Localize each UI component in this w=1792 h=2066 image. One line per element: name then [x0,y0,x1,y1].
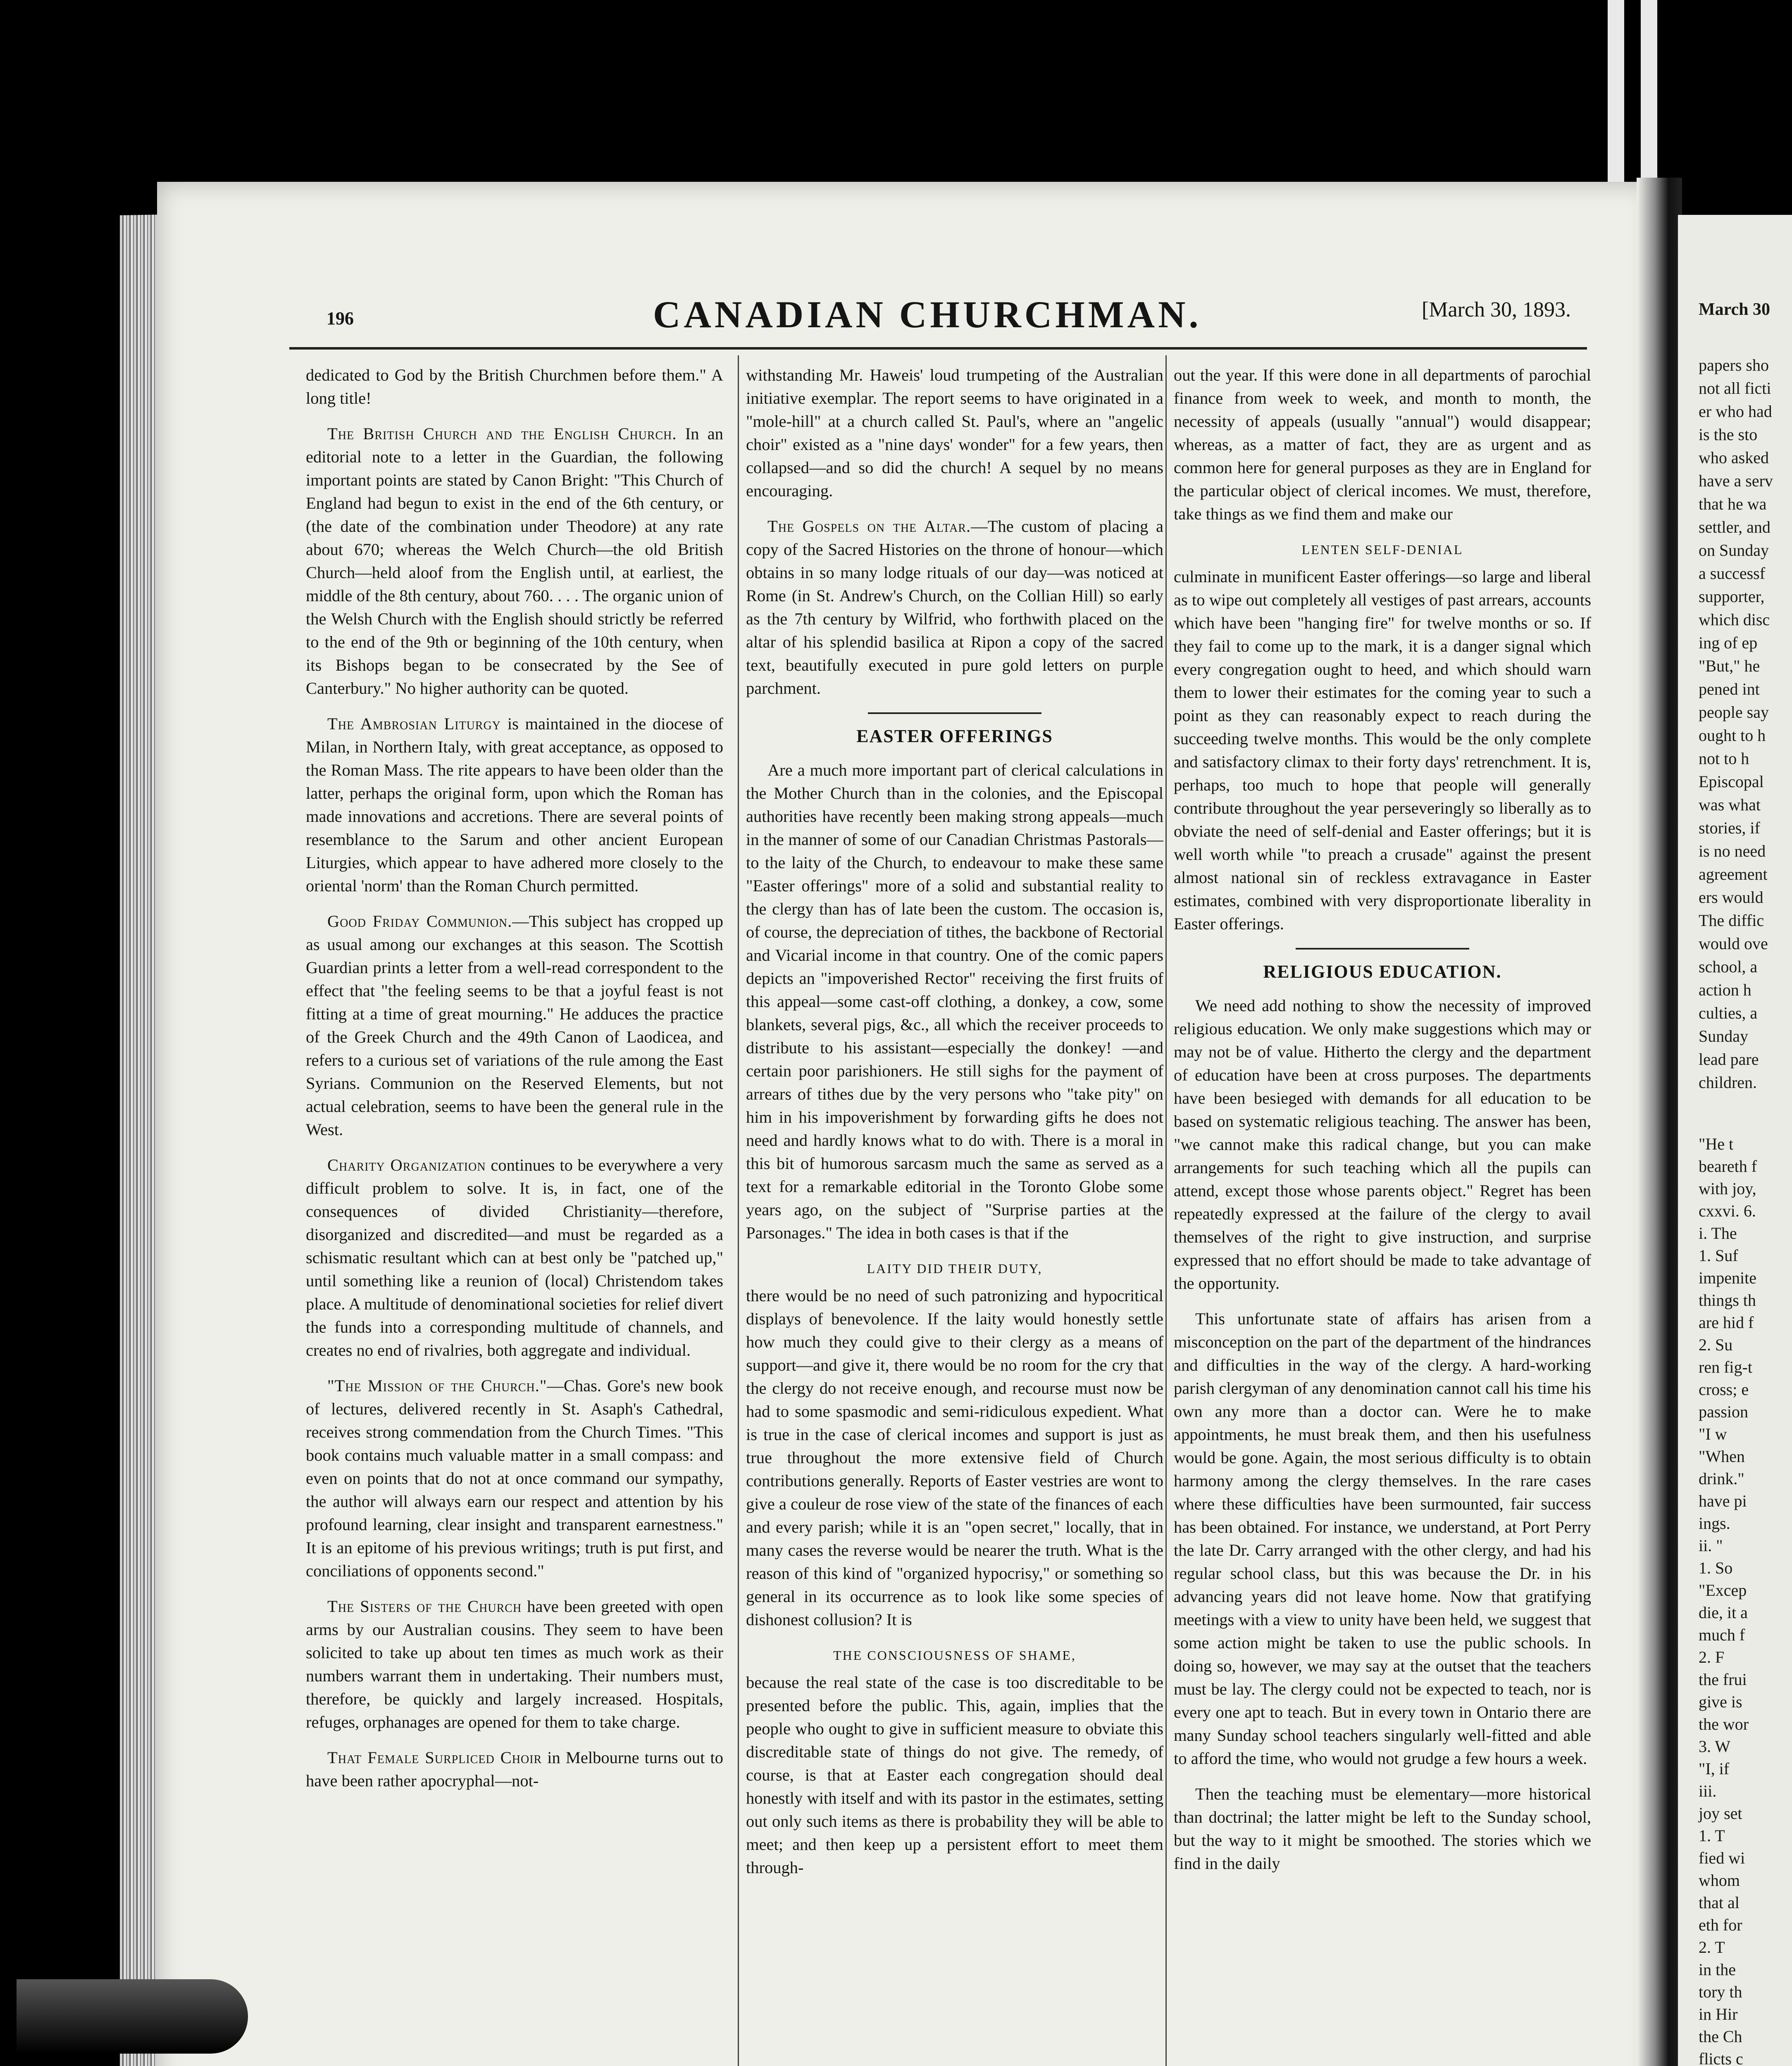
next-page-fragment: would ove [1699,934,1768,953]
section-heading: EASTER OFFERINGS [746,712,1163,748]
next-page-fragment: "He t [1699,1135,1734,1153]
next-page-fragment: pened int [1699,680,1760,698]
next-page-fragment: impenite [1699,1269,1756,1287]
next-page-fragment: drink." [1699,1469,1744,1488]
next-page-fragment: school, a [1699,957,1758,976]
paragraph: withstanding Mr. Haweis' loud trumpeting of the Australian initiative exemplar. The report seems to have originated in a "mole-hill" at a church called St. Paul's, where an "angelic choir" existed as a "nine days' wonder" for a few years, then collapsed—and so did the church! A sequel by no means encouraging. [746,366,1163,500]
next-page-fragment: have pi [1699,1492,1747,1510]
next-page-fragment: in Hir [1699,2005,1738,2023]
next-page-fragment: "When [1699,1447,1745,1466]
paragraph: We need add nothing to show the necessity of improved religious education. We only make suggestions which may or may not be of value. Hitherto the clergy and the department of education have been at cross purposes. The departments have been besieged with demands for all education to be based on systematic religious teaching. The answer has been, "we cannot make this radical change, but you can make arrangements for such teaching which all the pupils can attend, except those whose parents object." Regret has been repeatedly expressed at the failure of the clergy to avail themselves of the right to give instruction, and surprise expressed that no effort should be made to take advantage of the opportunity. [1174,996,1591,1292]
paragraph-lead: That Female Surpliced Choir [327,1748,542,1767]
paragraph: "The Mission of the Church."—Chas. Gore's new book of lectures, delivered recently in St. Asaph's Cathedral, receives strong commendation from the Church Times. "This book contains much valuable matter in a small compass: and even on points that do not at once command our sympathy, the author will always earn our respect and attention by his profound learning, clear insight and transparent earnestness." It is an epitome of his previous writings; truth is put first, and conciliations of opponents second." [306,1376,723,1580]
paragraph: Then the teaching must be elementary—more historical than doctrinal; the latter might be left to the Sunday school, but the way to it might be smoothed. The stories which we find in the daily [1174,1785,1591,1873]
next-page-fragment: people say [1699,703,1769,721]
next-page-fragment: "I, if [1699,1759,1730,1778]
next-page-fragment: culties, a [1699,1004,1758,1022]
next-page-fragment: Sunday [1699,1027,1748,1045]
next-page-fragment: 3. W [1699,1737,1731,1756]
next-page-fragment: ren fig-t [1699,1358,1752,1376]
paragraph: there would be no need of such patronizing and hypocritical displays of benevolence. If the laity would honestly settle how much they could give to their clergy as a means of support—and give it, there would be no room for the cry that the clergy do not receive enough, and recourse must now be had to some spasmodic and semi-ridiculous expedient. What is true in the case of clerical incomes and support is just as true throughout the more extensive field of Church contributions generally. Reports of Easter vestries are wont to give a couleur de rose view of the state of the finances of each and every parish; while it is an "open secret," locally, that in many cases the reverse would be nearer the truth. What is the reason of this kind of "organized hypocrisy," or something so general in its occurrence as to look like some species of dishonest collusion? It is [746,1286,1163,1629]
next-page-fragment: 1. Suf [1699,1246,1738,1265]
column-rule [738,355,739,2066]
paragraph: The Ambrosian Liturgy is maintained in the diocese of Milan, in Northern Italy, with great acceptance, as opposed to the Roman Mass. The rite appears to have been older than the latter, perhaps the original form, upon which the Roman has made innovations and accretions. There are several points of resemblance to the Sarum and other ancient European Liturgies, which appear to have adhered more closely to the oriental 'norm' than the Roman Church permitted. [306,714,723,895]
next-page-header: March 30 [1699,300,1771,319]
paragraph: The Gospels on the Altar.—The custom of placing a copy of the Sacred Histories on the throne of honour—which obtains in so many lodge rituals of our day—was noticed at Rome (in St. Andrew's Church, on the Collian Hill) so early as the 7th century by Wilfrid, who forthwith placed on the altar of his splendid basilica at Ripon a copy of the sacred text, beautifully executed in pure gold letters on purple parchment. [746,517,1163,697]
page-number: 196 [326,308,354,328]
column-2 [746,364,1163,2066]
next-page-fragment: not to h [1699,749,1749,768]
column-rule [1165,355,1167,2066]
next-page-fragment: ii. " [1699,1536,1723,1555]
next-page-fragment: 2. T [1699,1938,1725,1957]
paragraph-lead: The Ambrosian Liturgy [327,714,501,733]
paragraph-lead: "The Mission of the Church." [327,1376,547,1395]
paragraph: because the real state of the case is too discreditable to be presented before the public. This, again, implies that the people who ought to give in sufficient measure to obviate this discreditable state of things do not give. The remedy, of course, is that at Easter each congregation should deal honestly with itself and with its pastor in the estimates, setting out only such items as there is probability they will be able to meet; and then keep up a persistent effort to meet them through- [746,1673,1163,1877]
next-page-fragment: are hid f [1699,1313,1754,1332]
next-page-fragment: i. The [1699,1224,1737,1242]
next-page-fragment: 2. Su [1699,1335,1733,1354]
next-page-fragment: is the sto [1699,425,1758,444]
next-page-fragment: cross; e [1699,1380,1749,1399]
next-page-fragment: ing of ep [1699,633,1758,652]
next-page-fragment: "I w [1699,1425,1727,1443]
paragraph-lead: The British Church and the English Church. [327,424,677,443]
paragraph: This unfortunate state of affairs has arisen from a misconception on the part of the department of the hindrances and difficulties in the way of the clergy. A hard-working parish clergyman of any denomination cannot call his time his own any more than a doctor can. Were he to make appointments, he must break them, and then his usefulness would be gone. Again, the most serious difficulty is to obtain harmony among the clergy themselves. In the rare cases where these difficulties have been surmounted, fair success has been obtained. For instance, we understand, at Port Perry the late Dr. Carry arranged with the other clergy, and had his regular school class, but this was because the Dr. in his advancing years did not leave home. Now that gratifying meetings with a view to unity have been held, we suggest that some action might be taken to use the public schools. In doing so, however, we may say at the outset that the teachers must be lay. The clergy could not be expected to teach, nor is every one apt to teach. But in every town in Ontario there are many Sunday school teachers singularly well-fitted and able to afford the time, who would not grudge a few hours a week. [1174,1309,1591,1768]
next-page-fragment: with joy, [1699,1179,1756,1198]
next-page-fragment: settler, and [1699,518,1771,536]
next-page-fragment: which disc [1699,610,1770,629]
next-page-fragment: who asked [1699,448,1769,467]
next-page-fragment: that al [1699,1893,1740,1912]
next-page-fragment: agreement [1699,865,1768,883]
next-page-fragment: supporter, [1699,587,1765,606]
next-page-fragment: is no need [1699,842,1766,860]
next-page-fragment: whom [1699,1871,1740,1890]
next-page-fragment: was what [1699,795,1761,814]
next-page-fragment: passion [1699,1402,1748,1421]
next-page-fragment: "Excep [1699,1581,1747,1599]
next-page-fragment: 1. So [1699,1559,1733,1577]
column-1 [306,364,723,2066]
next-page-fragment: give is [1699,1692,1742,1711]
next-page-fragment: in the [1699,1960,1736,1979]
paragraph-lead: Good Friday Communion. [327,912,512,931]
masthead: CANADIAN CHURCHMAN. [653,293,1202,336]
next-page-fragment: fied wi [1699,1849,1745,1867]
next-page-fragment: that he wa [1699,495,1767,513]
next-page-fragment: ers would [1699,888,1763,907]
subheading: LENTEN SELF-DENIAL [1301,542,1463,557]
next-page-fragment: "But," he [1699,657,1760,675]
issue-date: [March 30, 1893. [1422,298,1571,321]
next-page-fragment: tory th [1699,1983,1742,2001]
next-page-fragment: not all ficti [1699,379,1771,397]
next-page-fragment: the frui [1699,1670,1747,1689]
next-page-fragment: the wor [1699,1715,1749,1733]
next-page-fragment: cxxvi. 6. [1699,1202,1756,1220]
subheading: THE CONSCIOUSNESS OF SHAME, [833,1648,1076,1663]
next-page-fragment: action h [1699,981,1751,999]
next-page-fragment: flicts c [1699,2049,1743,2066]
next-page-fragment: things th [1699,1291,1756,1309]
paragraph: dedicated to God by the British Churchmen before them." A long title! [306,366,723,407]
paragraph: The Sisters of the Church have been greeted with open arms by our Australian cousins. They seem to have been solicited to take up about ten times as much work as their numbers warrant them in undertaking. Their numbers must, therefore, be quickly and largely increased. Hospitals, refuges, orphanages are opened for them to take charge. [306,1597,723,1731]
next-page-fragment: ings. [1699,1514,1730,1533]
next-page-fragment: the Ch [1699,2027,1742,2046]
next-page-fragment: a successf [1699,564,1766,583]
next-page-fragment: eth for [1699,1916,1742,1934]
next-page-fragment: iii. [1699,1782,1717,1800]
paragraph: Good Friday Communion.—This subject has cropped up as usual among our exchanges at this season. The Scottish Guardian prints a letter from a well-read correspondent to the effect that "the feeling seems to be that a joyful feast is not fitting at a time of great mourning." He adduces the practice of the Greek Church and the 49th Canon of Laodicea, and refers to a curious set of variations of the rule among the East Syrians. Communion on the Reserved Elements, but not actual celebration, seems to have been the general rule in the West. [306,912,723,1139]
next-page-fragment: er who had [1699,402,1772,421]
next-page-fragment: much f [1699,1626,1745,1644]
section-heading: RELIGIOUS EDUCATION. [1174,948,1591,983]
next-page-fragment: ought to h [1699,726,1766,745]
paragraph: The British Church and the English Church. In an editorial note to a letter in the Guardian, the following important points are stated by Canon Bright: "This Church of England had begun to exist in the end of the 6th century, or (the date of the combination under Theodore) at any rate about 670; whereas the Welch Church—the old British Church—held aloof from the English until, at earliest, the middle of the 8th century, about 760. . . . The organic union of the Welsh Church with the English should strictly be referred to the end of the 9th or beginning of the 10th century, when its Bishops began to be consecrated by the See of Canterbury." No higher authority can be quoted. [306,424,723,697]
next-page-fragment: 2. F [1699,1648,1725,1666]
next-page-fragment: 1. T [1699,1826,1725,1845]
next-page-fragment: lead pare [1699,1050,1759,1069]
paragraph: out the year. If this were done in all departments of parochial finance from week to week, and month to month, the necessity of appeals (usually "annual") would disappear; whereas, as a matter of fact, they are as urgent and as common here for general purposes as they are in England for the particular object of clerical incomes. We must, therefore, take things as we find them and make our [1174,366,1591,523]
next-page-fragment: The diffic [1699,911,1764,930]
paragraph: Charity Organization continues to be everywhere a very difficult problem to solve. It is, in fact, one of the consequences of divided Christianity—therefore, disorganized and discredited—and must be regarded as a schismatic resultant which can at best only be "patched up," until something like a reunion of (local) Christendom takes place. A multitude of denominational societies for relief divert the funds into a corresponding multitude of channels, and creates no end of rivalries, both aggregate and individual. [306,1156,723,1359]
next-page-fragment: beareth f [1699,1157,1757,1176]
next-page-fragment: die, it a [1699,1603,1748,1622]
next-page-fragment: have a serv [1699,471,1773,490]
paragraph-lead: The Sisters of the Church [327,1597,522,1616]
header-rule [289,347,1587,350]
column-3 [1174,364,1591,2066]
next-page-fragment: joy set [1699,1804,1742,1823]
subheading: LAITY DID THEIR DUTY, [867,1261,1043,1276]
next-page-fragment: stories, if [1699,819,1760,837]
next-page-fragment: on Sunday [1699,541,1769,559]
next-page-fragment: papers sho [1699,356,1769,374]
paragraph-lead: Charity Organization [327,1156,486,1174]
paragraph: Are a much more important part of clerical calculations in the Mother Church than in the colonies, and the Episcopal authorities have recently been making strong appeals—much in the manner of some of our Canadian Christmas Pastorals—to the laity of the Church, to endeavour to make these same "Easter offerings" more of a solid and substantial reality to the clergy than has of late been the custom. The occasion is, of course, the depreciation of tithes, the backbone of Rectorial and Vicarial income in that country. One of the comic papers depicts an "impoverished Rector" receiving the first fruits of this appeal—some cast-off clothing, a donkey, a cow, some blankets, several pigs, &c., all which the receiver proceeds to distribute to his assistant—especially the donkey! —and certain poor parishioners. He still sighs for the payment of arrears of tithes due by the very persons who "take pity" on him in his impoverishment by forwarding gifts he does not need and hardly knows what to do with. There is a moral in this bit of humorous sarcasm much the same as served as a text for a remarkable editorial in the Toronto Globe some years ago, on the subject of "Surprise parties at the Parsonages." The idea in both cases is that if the [746,761,1163,1242]
next-page-fragment: Episcopal [1699,772,1764,791]
paragraph: That Female Surpliced Choir in Melbourne turns out to have been rather apocryphal—not- [306,1748,723,1790]
next-page-fragment: children. [1699,1073,1757,1092]
paragraph-lead: The Gospels on the Altar. [767,517,971,536]
paragraph: culminate in munificent Easter offerings—so large and liberal as to wipe out completely all vestiges of past arrears, accounts which have been "hanging fire" for twelve months or so. If they fail to come up to the mark, it is a danger signal which every congregation ought to heed, and which should warn them to lower their estimates for the coming year to such a point as they can reasonably expect to reach during the succeeding twelve months. This would be the only complete and satisfactory climax to their forty days' retrenchment. It is, perhaps, too much to hope that people will generally contribute throughout the year perseveringly so liberally as to obviate the need of self-denial and Easter offerings; but it is well worth while "to preach a crusade" against the present almost national sin of reckless extravagance in Easter estimates, combined with very disproportionate liberality in Easter offerings. [1174,567,1591,933]
